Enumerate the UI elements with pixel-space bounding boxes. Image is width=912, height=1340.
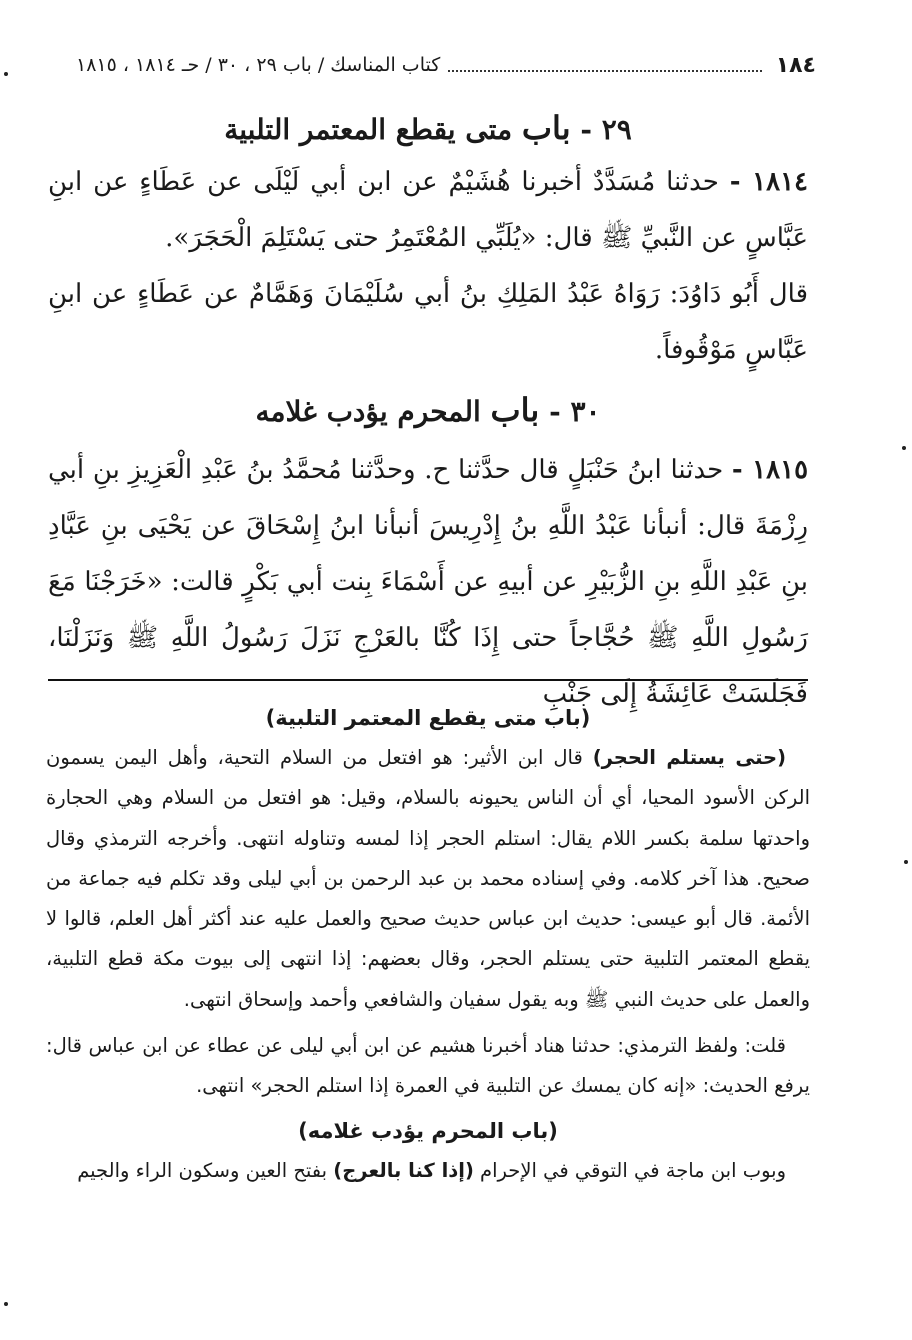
commentary-paragraph-3-end: بفتح العين وسكون الراء والجيم xyxy=(77,1158,334,1182)
page-edge-mark xyxy=(4,72,8,76)
section-29-title: متى يقطع المعتمر التلبية xyxy=(224,113,513,146)
hadith-1814-text: حدثنا مُسَدَّدٌ أخبرنا هُشَيْمٌ عن ابن أبي لَيْلَى عن عَطَاءٍ عن ابنِ عَبَّاسٍ عن النَّبيِّ ﷺ قال: «يُلَبِّي المُعْتَمِرُ حتى يَسْتَلِمَ الْحَجَرَ». xyxy=(48,167,808,253)
footnote-divider xyxy=(48,679,808,681)
page-edge-mark xyxy=(902,446,906,450)
hadith-1814-number: ١٨١٤ - xyxy=(729,167,809,197)
section-30-number: ٣٠ - xyxy=(549,395,601,428)
commentary-paragraph-2: قلت: ولفظ الترمذي: حدثنا هناد أخبرنا هشيم عن ابن أبي ليلى عن عطاء عن ابن عباس قال: يرفع الحديث: «إنه كان يمسك عن التلبية في العمرة إذا استلم الحجر» انتهى. xyxy=(46,1034,810,1098)
abu-dawud-note-text: قال أَبُو دَاوُدَ: رَوَاهُ عَبْدُ المَلِكِ بنُ أبي سُلَيْمَانَ وَهَمَّامٌ عن عَطَاءٍ عن ابنِ عَبَّاسٍ مَوْقُوفاً. xyxy=(48,279,808,365)
running-header xyxy=(58,48,816,82)
section-29-bab: باب xyxy=(521,109,571,147)
hadith-1815-number: ١٨١٥ - xyxy=(731,455,809,485)
dotted-leader xyxy=(448,58,761,72)
commentary xyxy=(46,698,810,1191)
commentary-paragraph-1-text: قال ابن الأثير: هو افتعل من السلام التحية، وأهل اليمن يسمون الركن الأسود المحيا، أي أن الناس يحيونه بالسلام، وقيل: هو افتعل من السلام وهي الحجارة واحدتها سلمة بكسر اللام يقال: استلم الحجر إذا لمسه وتناوله انتهى. وأخرجه الترمذي وقال صحيح. هذا آخر كلامه. وفي إسناده محمد بن عبد الرحمن بن أبي ليلى وقد تكلم فيه جماعة من الأئمة. قال أبو عيسى: حديث ابن عباس حديث صحيح والعمل عليه عند أكثر أهل العلم، قالوا لا يقطع المعتمر التلبية حتى يستلم الحجر، وقال بعضهم: إذا انتهى إلى بيوت مكة قطع التلبية، والعمل على حديث النبي ﷺ وبه يقول سفيان والشافعي وأحمد وإسحاق انتهى. xyxy=(46,746,810,1011)
section-30-heading xyxy=(48,386,808,436)
section-29-number: ٢٩ - xyxy=(580,113,632,146)
page-edge-mark xyxy=(4,1302,8,1306)
page-number: ١٨٤ xyxy=(775,52,816,78)
commentary-heading-2: (باب المحرم يؤدب غلامه) xyxy=(298,1118,558,1143)
main-text xyxy=(48,104,808,722)
section-29-heading xyxy=(48,104,808,154)
commentary-paragraph-1 xyxy=(46,738,810,1020)
chapter-reference: كتاب المناسك / باب ٢٩ ، ٣٠ / حـ ١٨١٤ ، ١٨١٥ xyxy=(76,54,441,76)
section-30-bab: باب xyxy=(490,391,540,429)
commentary-paragraph-3-lemma: (إذا كنا بالعرج) xyxy=(333,1158,474,1182)
hadith-1815-text: حدثنا ابنُ حَنْبَلٍ قال حدَّثنا ح. وحدَّثنا مُحمَّدُ بنُ عَبْدِ الْعَزِيزِ بنِ أبي رِزْمَةَ قال: أنبأنا عَبْدُ اللَّهِ بنُ إِدْرِيسَ أنبأنا ابنُ إِسْحَاقَ عن يَحْيَى بنِ عَبَّادِ بنِ عَبْدِ اللَّهِ بنِ الزُّبَيْرِ عن أبيهِ عن أَسْمَاءَ بِنت أبي بَكْرٍ قالت: «خَرَجْنَا مَعَ رَسُولِ اللَّهِ ﷺ حُجَّاجاً حتى إِذَا كُنَّا بالعَرْجِ نَزَلَ رَسُولُ اللَّهِ ﷺ وَنَزَلْنَا، فَجَلَسَتْ عَائِشَةُ إِلَى جَنْبِ xyxy=(48,455,808,709)
commentary-lemma: (حتى يستلم الحجر) xyxy=(592,746,786,769)
section-30-title: المحرم يؤدب غلامه xyxy=(255,395,481,428)
page-edge-mark xyxy=(904,860,908,864)
commentary-paragraph-3-start: وبوب ابن ماجة في التوقي في الإحرام xyxy=(473,1158,786,1182)
commentary-heading-1: (باب متى يقطع المعتمر التلبية) xyxy=(265,706,591,730)
abu-dawud-note xyxy=(48,266,808,378)
hadith-1814 xyxy=(48,154,808,266)
commentary-paragraph-3 xyxy=(46,1151,810,1191)
